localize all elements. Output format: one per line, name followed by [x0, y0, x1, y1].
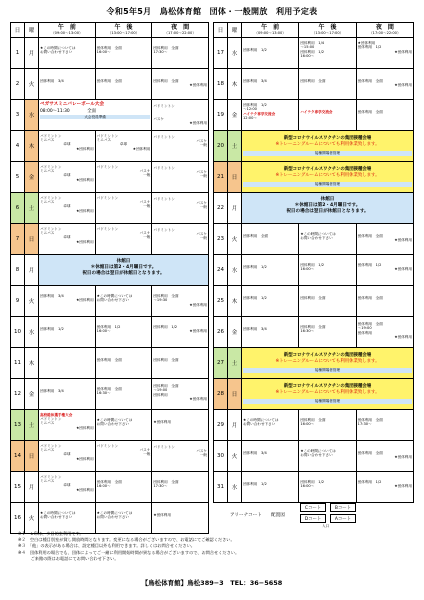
court-diagram: [300, 503, 360, 528]
table-row-day-31: 31 水 団体利用 1/2 団体利用 1/2 16:00～ 団体利用 1/2 ★団体利用: [214, 472, 414, 503]
table-row-day-19: 19 金 団体利用 1/2 ～12:00 ハイテク専学交流会 12:00～ ハイテク専学交流会 団体利用 全面: [214, 100, 414, 131]
court-diagram-label: アリーナコート 配置図: [230, 513, 285, 518]
table-header: [11, 23, 209, 38]
table-row-day-10: 10 水 団体利用 1/2 団体利用 1/2 16:00～ 団体利用 1/2 ★団体利用: [11, 317, 209, 348]
footer-contact: 【鳥松体育館】鳥松389−3 TEL：36−5658: [141, 579, 283, 587]
header-afternoon: 午 後 （13:00～17:00）: [96, 23, 153, 37]
table-row-day-6: 6 土 バドミントン ミニバス 卓球 ★団体利用 バドミントン バスケ 一般 バドミントン バスケ 一般: [11, 193, 209, 224]
table-header-right: 日 曜 午 前 （09:00～13:00） 午 後 （13:00～17:00） 夜 間 （17:00～22:00）: [214, 23, 414, 38]
table-row-day-25: 25 木 団体利用 1/2 団体利用 全面 団体利用 全面: [214, 286, 414, 317]
header-weekday: 曜: [25, 23, 39, 37]
table-row-day-27: 27 土 新型コロナウイルスワクチンの集団接種会場 ※トレーニングルームについても利用休業致します。 接種開場者管理: [214, 348, 414, 379]
table-row-day-12: 12 金 団体利用 3/4 団体利用 全面 16:30～ 団体利用 全面 ～19:00 団体利用 ★団体利用: [11, 379, 209, 410]
table-row-day-20: 20 土 新型コロナウイルスワクチンの集団接種会場 ※トレーニングルームについても利用休業致します。 接種開場者管理: [214, 131, 414, 162]
table-row-day-5: 5 金 バドミントン ミニバス 卓球 ★団体利用 バドミントン バスケ 一般 バドミントン バスケ 一般: [11, 162, 209, 193]
table-row-day-17: 17 水 団体利用 1/2 団体利用 1/4 ～15:00 団体利用 1/2 16:00～ ★団体利用 団体利用 1/2 ★団体利用: [214, 38, 414, 69]
table-row-day-8: 8 月 休館日 ＊休館日は第2・4月曜日です。 祝日の場合は翌日が休館日となります。: [11, 255, 209, 286]
court-d: Dコート: [300, 514, 326, 523]
header-morning: 午 前 （09:00～13:00）: [39, 23, 96, 37]
note-3: ※３ 「他」の表示がある場合は、設定種目以外も利用できます。詳しくはお問合せください。: [18, 543, 195, 549]
table-row-day-26: 26 金 団体利用 3/4 団体利用 全面 16:30～ 団体利用 全面 ～19:00 団体利用 ★団体利用: [214, 317, 414, 348]
note-1: ※１ ★印は、多目的室利用です。: [18, 531, 84, 536]
note-5: ご来館の際はお電話にてお問い合わせ下さい。: [18, 555, 119, 561]
court-c: Cコート: [300, 503, 326, 512]
entrance-label: 入口: [322, 524, 330, 528]
table-row-day-3: 3 水 ペガサスミニバレーボール大会 08:00～11:30 全面 大会役員準備 バドミントン バスケ ★団体利用: [11, 100, 209, 131]
table-row-day-7: 7 日 バドミントン ミニバス 卓球 ★団体利用 バドミントン バスケ 一般 バドミントン バスケ 一般: [11, 224, 209, 255]
table-row-day-22: 22 月 休館日 ＊休館日は第2・4月曜日です。 祝日の場合は翌日が休館日となります。: [214, 193, 414, 224]
page-title: 令和5年5月 鳥松体育館 団体・一般開放 利用予定表: [106, 7, 318, 16]
table-row-day-23: 23 火 団体利用 全面 ★この時間については お問い合わせ下さい 団体利用 全面 ★団体利用: [214, 224, 414, 255]
table-row-day-4: 4 木 バドミントン ミニバス 卓球 ★団体利用 バドミントン ミニバス 卓球 ★団体利用 バドミントン バスケ 一般: [11, 131, 209, 162]
covid-notice: 新型コロナウイルスワクチンの集団接種会場 ※トレーニングルームについても利用休業致します。 接種開場者管理: [242, 131, 414, 161]
header-day: 日: [11, 23, 25, 37]
header-night: 夜 間 （17:00～22:00）: [152, 23, 209, 37]
table-row-day-15: 15 月 バドミントン ミニバス 卓球 ★団体利用 団体利用 全面 16:00～ 団体利用 全面 17:30～: [11, 472, 209, 503]
table-row-day-29: 29 月 ★この時間については お問い合わせ下さい 団体利用 全面 16:00～ 団体利用 全面 17:30～: [214, 410, 414, 441]
table-row-day-30: 30 火 団体利用 3/4 ★この時間については お問い合わせ下さい 団体利用 全面 ★団体利用: [214, 441, 414, 472]
table-row-day-1: 1 月 ★この時間については お問い合わせ下さい 団体利用 全面 16:00～ 団体利用 全面 17:30～: [11, 38, 209, 69]
table-row-day-16: 16 火 ★この時間については お問い合わせ下さい ★この時間については お問い合わせ下さい ★団体利用: [11, 503, 209, 534]
table-row-day-11: 11 木 団体利用 全面 団体利用 全面: [11, 348, 209, 379]
court-b: Bコート: [330, 503, 356, 512]
note-2: ※２ 空白は種目別室が貸し開放時間となります。変更になる場合がございますので、お電話にてご確認ください。: [18, 537, 235, 543]
court-a: Aコート: [330, 514, 356, 523]
table-row-day-24: 24 水 団体利用 1/2 団体利用 1/2 16:00～ 団体利用 1/2 ★団体利用: [214, 255, 414, 286]
table-row-day-28: 28 日 新型コロナウイルスワクチンの集団接種会場 ※トレーニングルームについても利用休業致します。 接種開場者管理: [214, 379, 414, 410]
schedule-table-left: [10, 22, 209, 534]
note-4: ※４ 団体利用の場合でも、団体によってご一緒に利用開始時間が異なる場合がございますので、お問合せください。: [18, 549, 240, 555]
closed-day-notice: 休館日 ＊休館日は第2・4月曜日です。 祝日の場合は翌日が休館日となります。: [39, 255, 209, 285]
table-row-day-14: 14 日 バドミントン ミニバス 卓球 ★団体利用 バドミントン バスケ 一般 バドミントン バスケ 一般: [11, 441, 209, 472]
notes: [18, 531, 408, 562]
table-row-day-2: 2 火 団体利用 3/4 団体利用 全面 団体利用 全面 ★団体利用: [11, 69, 209, 100]
table-row-day-13: 13 土 高校総体選手権大会 バドミントン ミニバス ★団体利用 ★この時間については お問い合わせ下さい ★団体利用: [11, 410, 209, 441]
table-row-day-9: 9 火 団体利用 3/4 ★団体利用 ★この時間については お問い合わせ下さい 団体利用 全面 ～19:30 ★団体利用: [11, 286, 209, 317]
table-row-day-18: 18 木 団体利用 3/4 団体利用 全面 団体利用 全面 ★団体利用: [214, 69, 414, 100]
schedule-table-right: [213, 22, 414, 503]
table-row-day-21: 21 日 新型コロナウイルスワクチンの集団接種会場 ※トレーニングルームについても利用休業致します。 接種開場者管理: [214, 162, 414, 193]
